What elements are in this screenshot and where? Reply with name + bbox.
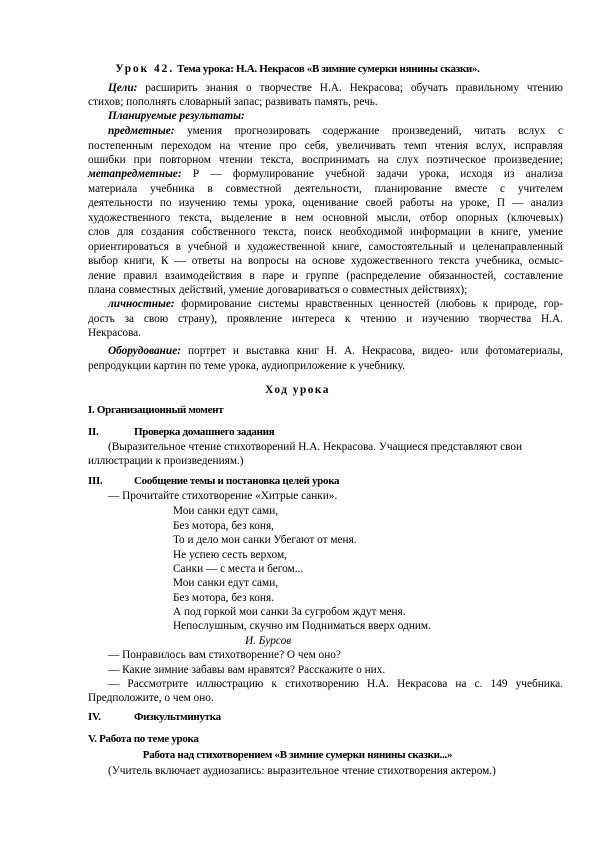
meta-line-9: плана совместных действий, умение договариваться о совместных действиях); bbox=[88, 284, 468, 296]
question-line: Предположите, о чем оно. bbox=[88, 692, 214, 704]
subject-line-2: постепенным переходом на чтение про себя, увеличивать темп чтения вслух, исправляя bbox=[88, 140, 563, 152]
equipment-line-1: Оборудование: портрет и выставка книг Н. А. Некрасова, видео- или фотоматериалы, bbox=[108, 345, 563, 357]
personal-line-1: личностные: формирование системы нравственных ценностей (любовь к природе, гор- bbox=[108, 298, 563, 310]
section-2-text-1: (Выразительное чтение стихотворений Н.А. Некрасова. Учащиеся представляют свои bbox=[108, 441, 523, 453]
section-4-heading: IV. Физкультминутка bbox=[88, 711, 221, 723]
meta-line-8: ление правил взаимодействия в паре и группе (распределение обязанностей, составление bbox=[88, 270, 563, 282]
section-1-heading: I. Организационный момент bbox=[88, 404, 224, 416]
personal-line-2: дость за свою страну), проявление интереса к чтению и изучению творчества Н.А. bbox=[88, 313, 563, 325]
meta-line-2: материала учебника в совместной деятельности, планирование вместе с учителем bbox=[88, 183, 563, 195]
personal-line-3: Некрасова. bbox=[88, 327, 142, 339]
lesson-title bbox=[0, 63, 595, 76]
meta-line-5: слов для создания собственного текста, поиск необходимой информации в книге, умение bbox=[88, 226, 563, 238]
poem-line: Без мотора, без коня, bbox=[173, 520, 274, 532]
goals-text-1: расширить знания о творчестве Н.А. Некрасова; обучать правильному чтению bbox=[145, 82, 563, 94]
section-4-number: IV. bbox=[88, 711, 101, 723]
poem-line: Мои санки едут сами, bbox=[173, 577, 279, 589]
goals-line-1 bbox=[88, 82, 563, 95]
goals-line-2: стихов; пополнять словарный запас; развивать память, речь. bbox=[88, 96, 378, 108]
meta-label: метапредметные: bbox=[88, 168, 182, 180]
meta-line-3: деятельности по изучению темы урока, оценивание своей работы на уроке, П — анализ bbox=[88, 197, 563, 209]
equipment-line-2: репродукции картин по теме урока, аудиоприложение к учебнику. bbox=[88, 360, 405, 372]
lesson-topic: Тема урока: Н.А. Некрасов «В зимние сумерки нянины сказки». bbox=[176, 63, 480, 75]
question-line: — Понравилось вам стихотворение? О чем оно? bbox=[108, 649, 341, 661]
question-line: — Рассмотрите иллюстрацию к стихотворению Н.А. Некрасова на с. 149 учебника. bbox=[108, 678, 563, 690]
poem-line: Не успею сесть верхом, bbox=[173, 549, 287, 561]
section-2-text-2: иллюстрации к произведениям.) bbox=[88, 455, 244, 467]
section-5-text: (Учитель включает аудиозапись: выразительное чтение стихотворения актером.) bbox=[108, 765, 496, 777]
subject-label: предметные: bbox=[108, 125, 175, 137]
section-2-heading: II. Проверка домашнего задания bbox=[88, 426, 275, 438]
poem-line: Без мотора, без коня. bbox=[173, 592, 274, 604]
meta-line-6: ориентироваться в учебной и художественной книге, самостоятельный и целенаправленный bbox=[88, 241, 563, 253]
section-2-number: II. bbox=[88, 426, 99, 438]
section-3-heading: III. Сообщение темы и постановка целей урока bbox=[88, 475, 340, 487]
meta-line-4: художественного текста, выделение в нем основной мысли, отбор опорных (ключевых) bbox=[88, 212, 563, 224]
subject-line-3: ошибки при повторном чтении текста, воспринимать на слух поэтическое произведение; bbox=[88, 154, 563, 166]
section-5-heading: V. Работа по теме урока bbox=[88, 733, 199, 745]
results-label: Планируемые результаты: bbox=[108, 110, 245, 122]
section-5-subheading: Работа над стихотворением «В зимние сумерки нянины сказки...» bbox=[142, 749, 453, 761]
subject-line-1: предметные: умения прогнозировать содержание произведений, читать вслух с bbox=[108, 125, 563, 137]
poem-author: И. Бурсов bbox=[245, 635, 292, 647]
poem-line: То и дело мои санки Убегают от меня. bbox=[173, 534, 357, 546]
goals-label: Цели: bbox=[108, 82, 138, 94]
equipment-label: Оборудование: bbox=[108, 345, 181, 357]
meta-line-1: метапредметные: Р — формулирование учебной задачи урока, исходя из анализа bbox=[88, 168, 563, 180]
poem-line: Санки — с места и бегом... bbox=[173, 563, 304, 575]
personal-label: личностные: bbox=[108, 298, 175, 310]
question-line: — Какие зимние забавы вам нравятся? Расскажите о них. bbox=[108, 664, 386, 676]
course-heading: Ход урока bbox=[265, 384, 330, 396]
meta-line-7: выбор книги, К — ответы на вопросы на основе художественного текста учебника, осмыс- bbox=[88, 255, 563, 267]
section-3-number: III. bbox=[88, 475, 103, 487]
lesson-number: Урок 42. bbox=[115, 63, 175, 75]
section-3-intro: — Прочитайте стихотворение «Хитрые санки». bbox=[108, 490, 338, 502]
poem-line: Непослушным, скучно им Подниматься вверх одним. bbox=[173, 620, 431, 632]
poem-line: А под горкой мои санки За сугробом ждут меня. bbox=[173, 606, 406, 618]
poem-line: Мои санки едут сами, bbox=[173, 505, 279, 517]
